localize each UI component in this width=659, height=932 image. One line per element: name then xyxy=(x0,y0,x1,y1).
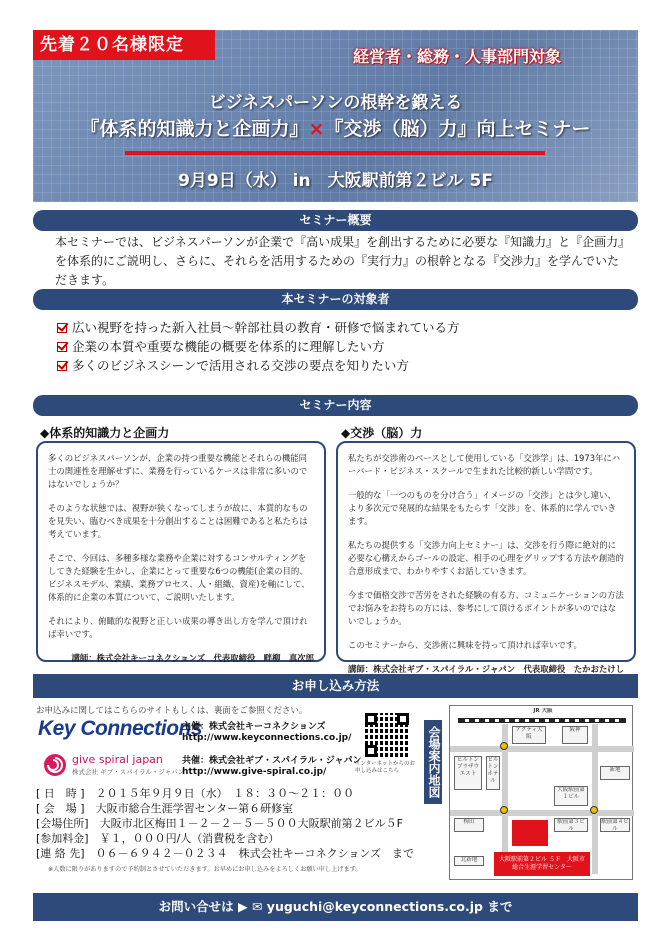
limited-badge: 先着２０名様限定 xyxy=(33,30,215,60)
application-heading: お申し込み方法 xyxy=(33,674,638,698)
audience-list xyxy=(57,318,617,375)
left-paragraph: そのような状態では、視野が狭くなってしまうが故に、本質的なものを見失い、臨むべき成果を十分創出することは困難であると私たちは考えています。 xyxy=(48,503,308,539)
audience-item: 広い視野を持った新入社員～幹部社員の教育・研修で悩まれている方 xyxy=(57,318,617,337)
host-url[interactable]: http://www.keyconnections.co.jp/ xyxy=(182,733,352,743)
audience-heading: 本セミナーの対象者 xyxy=(33,289,638,310)
content-heading: セミナー内容 xyxy=(33,395,638,416)
detail-row: [参加料金] ￥１，０００円/人（消費税を含む） xyxy=(36,832,280,845)
right-paragraph: 一般的な「一つのものを分け合う」イメージの「交渉」とは少し違い、より多次元で発展的な結果をもたらす「交渉」を、体系的に学んでいきます。 xyxy=(348,490,616,526)
map-building: 大阪駅前第１ビル xyxy=(554,786,588,806)
map-label: 会場案内地図 xyxy=(424,720,442,804)
right-column-title: ◆交渉（脳）力 xyxy=(341,426,423,440)
left-paragraph: そこで、今回は、多種多様な業務や企業に対するコンサルティングをしてきた経験を生かし、企業にとって重要な6つの機能(企業の目的、ビジネスモデル、業績、業務プロセス、人・組織、資産)を軸にして、体系的に企業の本質について、ご説明いたします。 xyxy=(48,553,310,602)
title-underline xyxy=(125,151,545,155)
audience-item: 多くのビジネスシーンで活用される交渉の要点を知りたい方 xyxy=(57,356,617,375)
give-spiral-subtitle: 株式会社 ギブ・スパイラル・ジャパン xyxy=(72,768,185,776)
venue-marker xyxy=(512,820,548,846)
qr-caption: インターネットからのお申し込みはこちら xyxy=(355,761,416,774)
reservation-note: ※人数に限りがありますので予約制とさせていただきます。お早めにお申し込みをよろしくお願い申し上げます。 xyxy=(48,866,362,873)
left-paragraph: 多くのビジネスパーソンが、企業の持つ重要な機能とそれらの機能同士の関連性を理解せずに、業務を行っているケースは非常に多いのではないでしょうか？ xyxy=(48,453,308,489)
key-connections-logo: Key Connections xyxy=(38,717,203,740)
host-info: 主催：株式会社キーコネクションズ http://www.keyconnections.co.jp/ xyxy=(182,722,352,743)
right-lecturer: 講師：株式会社ギブ・スパイラル・ジャパン 代表取締役 たかおたけし xyxy=(348,664,624,674)
cohost-url[interactable]: http://www.give-spiral.co.jp/ xyxy=(182,767,327,777)
detail-row: [ 日 時 ] ２０１５年９月９日（水） １８：３０～２１：００ xyxy=(36,787,355,800)
left-column-title: ◆体系的知識力と企画力 xyxy=(40,426,170,440)
map-building: ヒルトンプラザウエスト xyxy=(454,756,482,790)
map-building: 阪神 xyxy=(562,726,588,744)
map-building: 駅前第３ビル xyxy=(554,818,588,832)
title-part-1: 『体系的知識力と企画力』 xyxy=(80,118,309,140)
map-text-jr: JR 大阪 xyxy=(533,708,553,714)
event-details xyxy=(36,786,414,861)
railway-line xyxy=(458,718,626,723)
date-venue: 9月9日（水） in 大阪駅前第２ビル 5F xyxy=(178,171,493,191)
right-paragraph: 私たちが交渉術のベースとして使用している「交渉学」は、1973年にハーバード・ビジネス・スクールで生まれた比較的新しい学問です。 xyxy=(348,453,621,476)
detail-row: [連 絡 先] ０６－６９４２－０２３４ 株式会社キーコネクションズ まで xyxy=(36,847,415,860)
checkbox-icon xyxy=(57,361,67,371)
left-paragraph: それにより、俯瞰的な視野と正しい成果の導き出し方を学んで頂ければ幸いです。 xyxy=(48,616,308,639)
target-audience-label: 経営者・総務・人事部門対象 xyxy=(353,47,562,66)
left-content-card xyxy=(36,441,326,662)
venue-label: 大阪駅前第２ビル ５Ｆ 大阪市総合生涯学習センター xyxy=(494,852,590,876)
checkbox-icon xyxy=(57,342,67,352)
seminar-title xyxy=(33,114,638,141)
detail-row: [ 会 場 ] 大阪市総合生涯学習センター第６研修室 xyxy=(36,802,294,815)
right-content-card xyxy=(336,441,636,674)
right-paragraph: 私たちの提供する「交渉力向上セミナー」は、交渉を行う際に絶対的に必要な心構えからゴールの設定、相手の心理をグリップする方法や創造的合意形成まで、わかりやすくお話していきます。 xyxy=(348,540,624,576)
map-building: 駅前第４ビル xyxy=(601,819,629,832)
map-building: 北新地 xyxy=(454,856,484,866)
right-paragraph: 今まで価格交渉で苦労をされた経験の有る方、コミュニケーションの方法でお悩みをお持ちの方には、参考にして頂けるポイントが多いのではないでしょうか。 xyxy=(348,590,624,626)
left-lecturer: 講師：株式会社キーコネクションズ 代表取締役 畔柳 真次郎 xyxy=(71,653,314,663)
checkbox-icon xyxy=(57,323,67,333)
application-intro: お申込みに関してはこちらのサイトもしくは、裏面をご参照ください。 xyxy=(36,706,308,716)
station-icon xyxy=(590,806,598,814)
station-icon xyxy=(500,806,508,814)
map-building: 新地 xyxy=(600,766,630,780)
venue-map[interactable] xyxy=(449,705,633,880)
overview-heading: セミナー概要 xyxy=(33,210,638,231)
overview-text: 本セミナーでは、ビジネスパーソンが企業で『高い成果』を創出するために必要な『知識力』と『企画力』を体系的にご説明し、さらに、それらを活用するための『実行力』の根幹となる『交渉力』を学んでいただきます。 xyxy=(55,235,625,287)
audience-item: 企業の本質や重要な機能の概要を体系的に理解したい方 xyxy=(57,337,617,356)
cross-icon: × xyxy=(308,118,325,140)
right-paragraph: このセミナーから、交渉術に興味を持って頂ければ幸いです。 xyxy=(348,640,582,650)
title-part-2: 『交渉（脳）力』向上セミナー xyxy=(324,118,591,140)
seminar-subtitle: ビジネスパーソンの根幹を鍛える xyxy=(208,93,463,113)
detail-row: [会場住所] 大阪市北区梅田１－２－２－５－５００大阪駅前第２ビル５F xyxy=(36,817,403,830)
map-building: アクティ大阪 xyxy=(512,726,546,744)
station-icon xyxy=(500,742,508,750)
map-building: 梅田 xyxy=(454,818,484,832)
map-building: ヒルトンホテル xyxy=(486,756,500,790)
cohost-info: 共催：株式会社ギブ・スパイラル・ジャパン http://www.give-spiral.co.jp/ xyxy=(182,756,362,777)
give-spiral-logo-icon xyxy=(40,752,70,778)
contact-footer[interactable]: お問い合せは ▶ ✉ yuguchi@keyconnections.co.jp まで xyxy=(33,893,638,921)
give-spiral-logo: give spiral japan xyxy=(72,753,163,766)
header-banner xyxy=(33,30,638,202)
